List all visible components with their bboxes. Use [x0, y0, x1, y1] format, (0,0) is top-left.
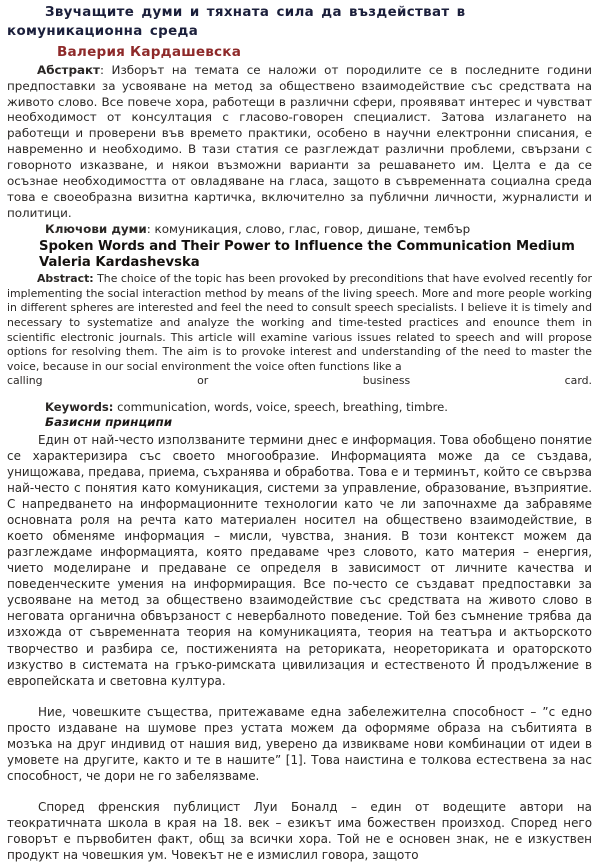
- abstract-english-last-word-2: or: [197, 374, 209, 388]
- section-heading-basic-principles: Базисни принципи: [45, 415, 173, 430]
- author-name-english: Valeria Kardashevska: [39, 254, 200, 270]
- keywords-bulgarian-text: комуникация, слово, глас, говор, дишане, тембър: [154, 221, 471, 236]
- abstract-bulgarian: [7, 63, 592, 222]
- keywords-bulgarian-separator: :: [146, 221, 155, 236]
- document-title-english: Spoken Words and Their Power to Influence the Communication Medium: [39, 238, 575, 254]
- abstract-english: [7, 272, 592, 374]
- author-name-bulgarian: Валерия Кардашевска: [57, 44, 242, 61]
- abstract-english-text: The choice of the topic has been provoked by preconditions that have evolved recently for implementing the social interaction method by means of the living speech. More and more people working in different spheres are interested and feel the need to consult speech specialists. I believe it is timely and necessary to systematize and analyze the working and time-tested practices and enounce them in scientific electronic journals. This article will examine various issues related to speech and will propose options for resolving them. The aim is to provoke interest and understanding of the need to master the voice, because in our social environment the voice often functions like a: [7, 272, 592, 373]
- abstract-english-last-line: [7, 374, 592, 389]
- keywords-bulgarian-label: Ключови думи: [45, 221, 147, 236]
- abstract-english-label: Abstract:: [37, 272, 94, 286]
- keywords-english-label: Keywords:: [45, 399, 114, 414]
- abstract-bulgarian-separator: :: [99, 62, 112, 77]
- paragraph-spacer: [7, 689, 592, 703]
- body-paragraph-3: Според френския публицист Луи Боналд – един от водещите автори на теократичната школа в края на 18. век – езикът има божествен произход. Според него говорът е първобитен факт, общ за всички хора. Той не е основен знак, не е изкуствен продукт на човешкия ум. Човекът не е измислил говора, защото: [7, 800, 592, 863]
- keywords-english: [7, 400, 592, 416]
- body-paragraph-2: Ние, човешките същества, притежаваме една забележителна способност – ”с едно просто издаване на шумове през устата можем да оформяме образа на събитията в мозъка на друг индивид от нашия вид, уверено да извикваме нови комбинации от идеи в умовете на другите, както и те в нашите” [1]. Това наистина е толкова естествена за нас способност, че дори не го забелязваме.: [7, 704, 592, 783]
- keywords-english-text: communication, words, voice, speech, breathing, timbre.: [113, 399, 448, 414]
- abstract-bulgarian-text: Изборът на темата се наложи от породилите се в последните години предпоставки за усвояване на метод за обществено взаимодействие със средствата на живото слово. Все повече хора, работещи в различни сфери, проявяват интерес и чувстват необходимост от консултация с гласово-говорен специалист. Затова излагането на работещи и проверени във времето практики, особено в научни електронни списания, е навременно и необходимо. В тази статия се разглеждат различни проблеми, свързани с говорното изказване, и някои възможни варианти за решаването им. Целта е да се осъзнае необходимостта от овладяване на гласа, защото в съвременната социална среда това е своеобразна визитна картичка, включително за публични личности, журналисти и политици.: [7, 62, 592, 220]
- abstract-bulgarian-label: Абстракт: [37, 62, 100, 77]
- spacer: [7, 389, 592, 400]
- document-title-bulgarian: Звучащите думи и тяхната сила да въздействат в комуникационна среда: [7, 5, 466, 40]
- paragraph-spacer: [7, 784, 592, 798]
- body-paragraph-1: Един от най-често използваните термини днес е информация. Това обобщено понятие се характеризира със своето многообразие. Информацията може да се създава, унищожава, предава, приема, съхранява и обработва. Това е и терминът, който се свързва най-често с понятия като комуникация, системи за управление, образование, възприятие. С напредването на информационните технологии като че ли започнахме да забравяме основната роля на речта като материален носител на обществено взаимодействие, в което обменяме информация – мисли, чувства, знания. В този контекст можем да разглеждаме информацията, която предаваме чрез словото, като материя – енергия, чието моделиране и предаване се определя в зависимост от личните качества и поведенческите умения на информиращия. Все по-често се създават предпоставки за усвояване на метод за обществено взаимодействие със средствата на живото слово в неговата органична обвързаност с невербалното поведение. Той без съмнение трябва да изхожда от съвременната теория на комуникацията, теория на театъра и актьорското творчество и разбира се, постиженията на реториката, неореториката и ораторското изкуство в системата на гръко-римската цивилизация и естественото Й продължение в европейската и световна култура.: [7, 432, 592, 688]
- keywords-bulgarian: [7, 222, 592, 238]
- abstract-english-last-word-4: card.: [564, 374, 592, 388]
- abstract-english-last-word-1: calling: [7, 374, 43, 388]
- abstract-english-last-word-3: business: [362, 374, 411, 388]
